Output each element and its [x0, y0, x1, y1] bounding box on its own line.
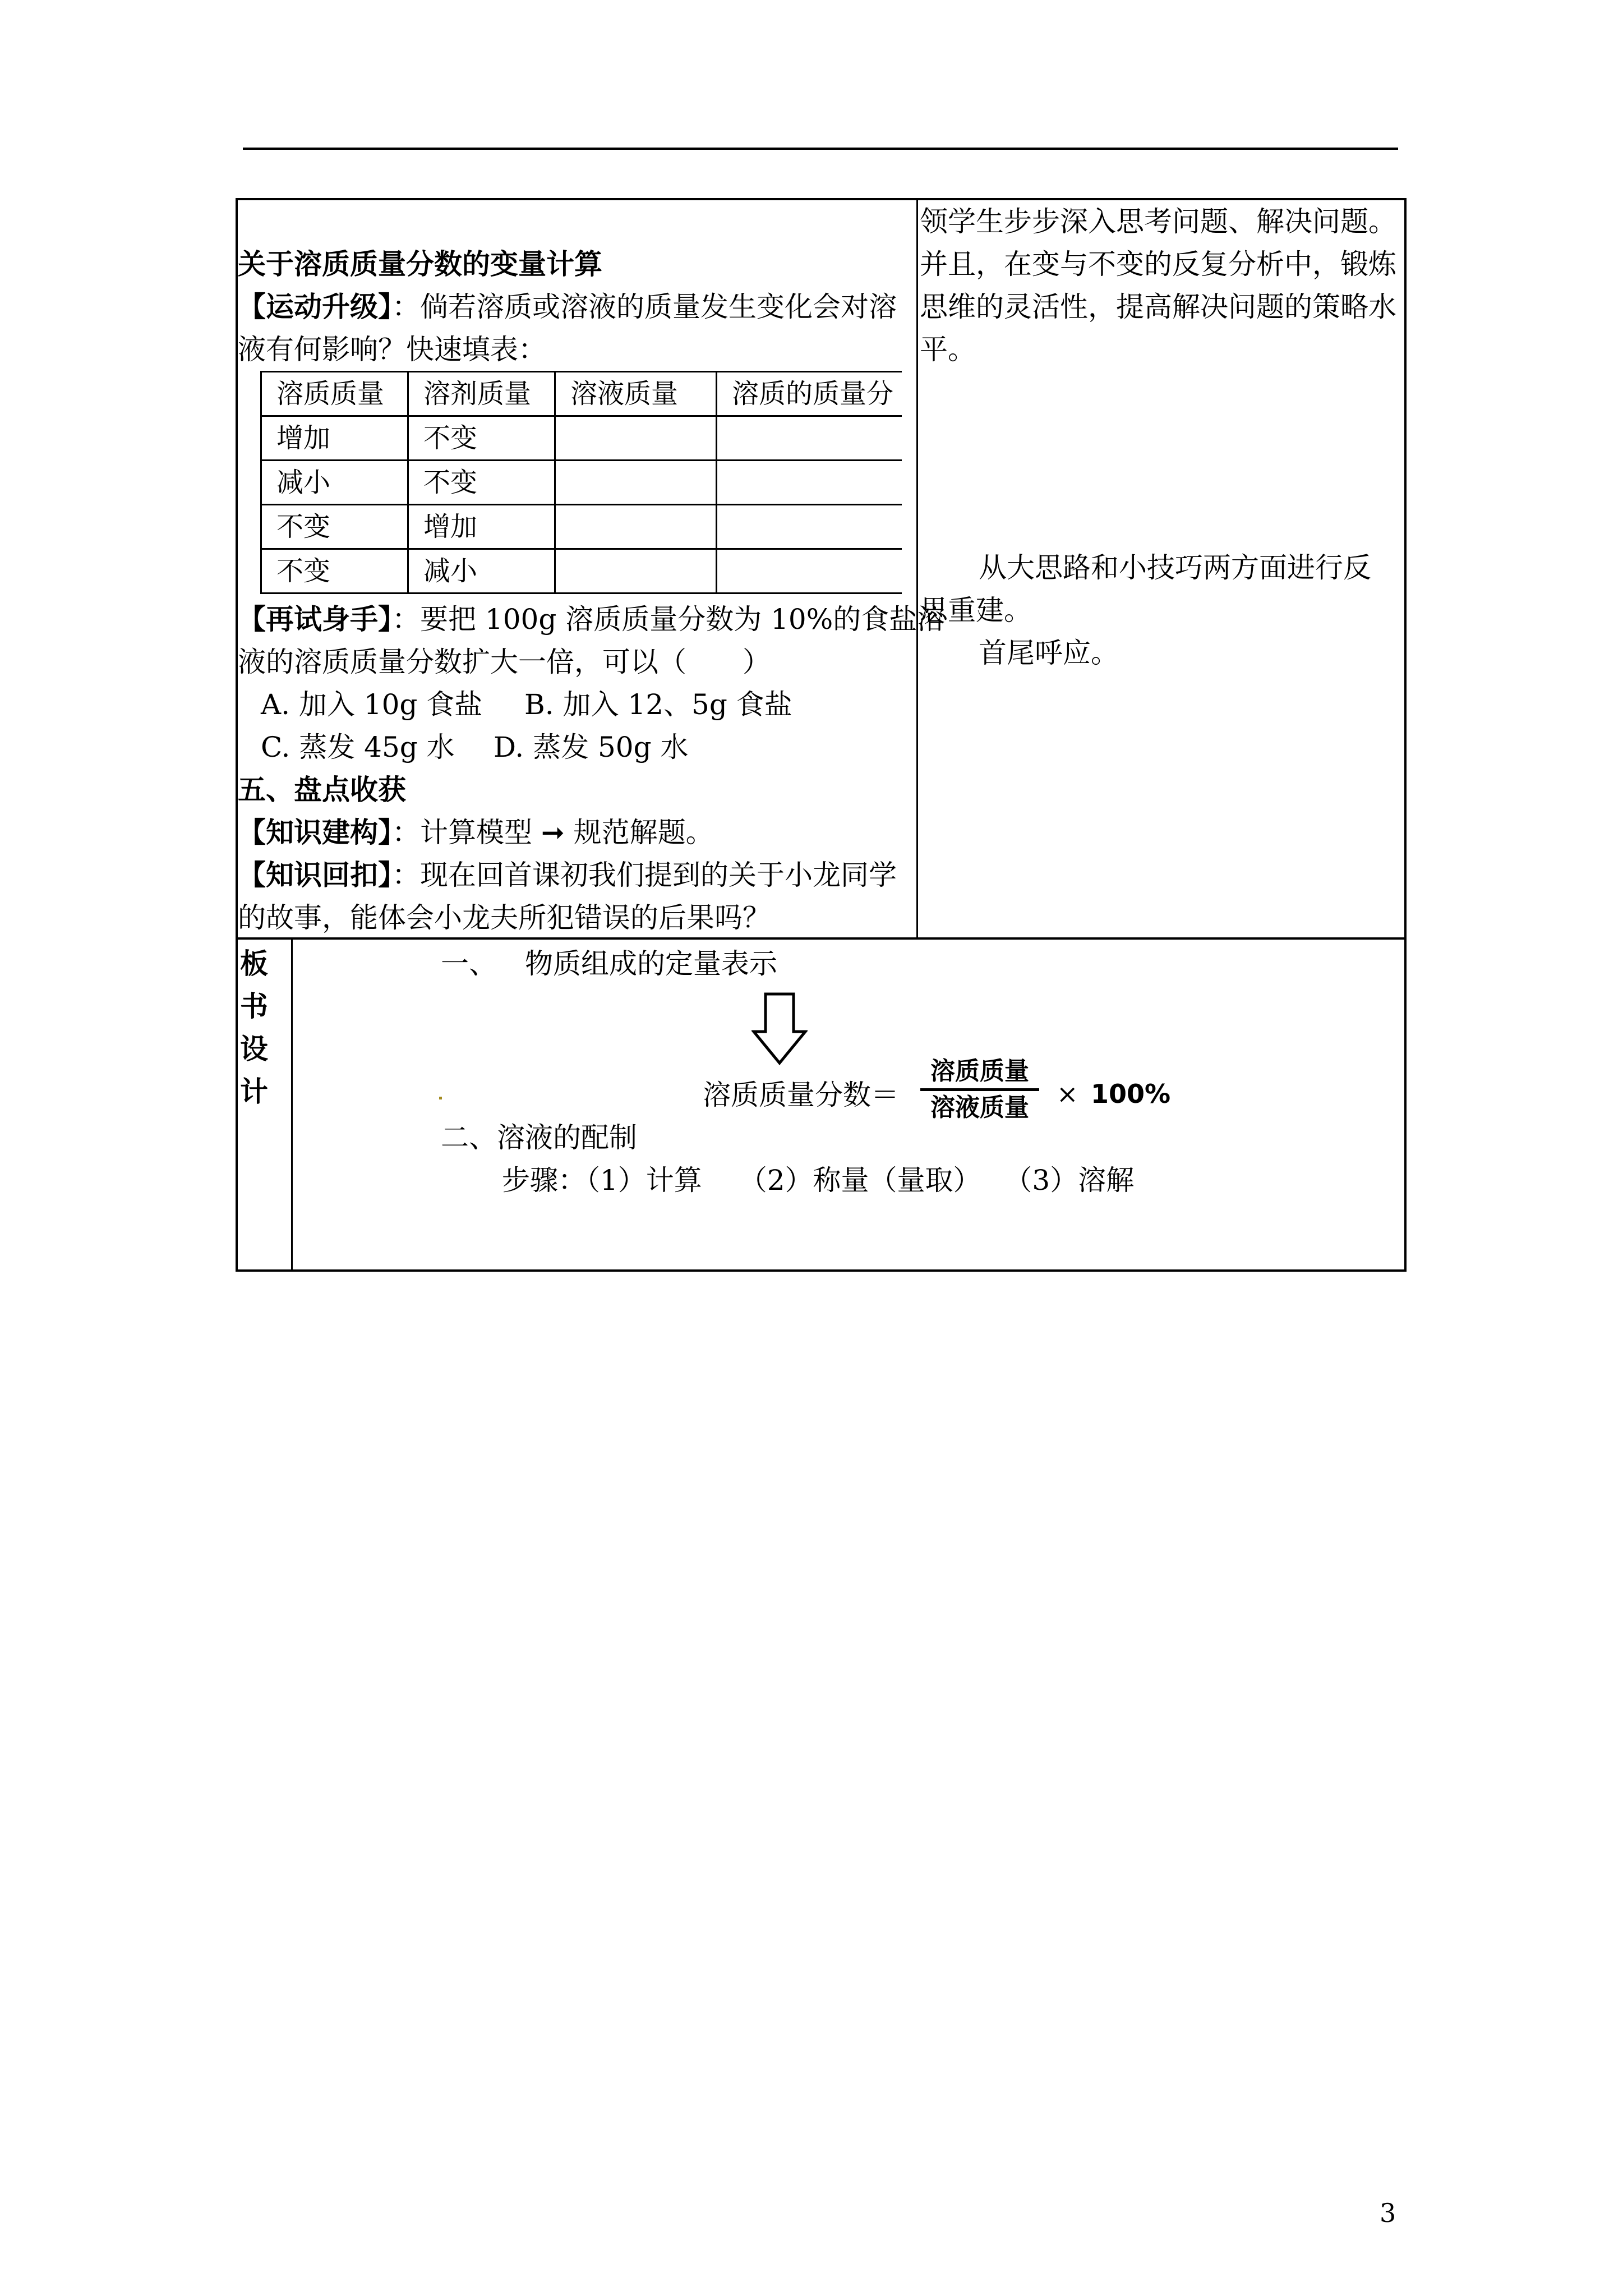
- side-note-line2: 并且，在变与不变的反复分析中，锻炼: [920, 248, 1396, 280]
- table-cell: 减小: [261, 461, 408, 505]
- board-item1-number: 一、: [441, 947, 497, 980]
- retry-prompt-line1: [238, 598, 945, 641]
- table-cell: [717, 505, 902, 549]
- build-label: 【知识建构】: [238, 816, 392, 849]
- table-cell: [717, 416, 902, 461]
- formula-fraction: [918, 1055, 1041, 1125]
- build-text: ：计算模型 ➞ 规范解题。: [392, 816, 714, 849]
- formula-denominator: 溶液质量: [930, 1093, 1029, 1122]
- knowledge-build: [238, 811, 714, 854]
- table-cell: 增加: [408, 505, 555, 549]
- table-cell: [717, 461, 902, 505]
- header-cell: 溶剂质量: [408, 372, 555, 416]
- header-cell: 溶质质量: [261, 372, 408, 416]
- upgrade-prompt-line2: 液有何影响？快速填表：: [238, 333, 546, 366]
- table-header-row: [261, 372, 902, 416]
- retry-text: ：要把 100g 溶质质量分数为 10%的食盐溶: [392, 603, 946, 636]
- upgrade-text: ：倘若溶质或溶液的质量发生变化会对溶: [392, 291, 897, 323]
- formula-numerator: 溶质质量: [930, 1057, 1029, 1085]
- recall-line2: 的故事，能体会小龙夫所犯错误的后果吗？: [238, 901, 771, 934]
- table-cell: [555, 461, 717, 505]
- upgrade-prompt-line1: [238, 286, 897, 328]
- board-label-char: 计: [240, 1075, 268, 1108]
- table-cell: 不变: [261, 505, 408, 549]
- board-label-char: 书: [240, 990, 268, 1023]
- page-number: 3: [1380, 2198, 1396, 2228]
- stray-mark: [439, 1097, 442, 1099]
- option-c: C. 蒸发 45g 水: [261, 731, 455, 763]
- table-cell: 不变: [261, 549, 408, 593]
- down-arrow-icon: [751, 992, 808, 1065]
- recall-label: 【知识回扣】: [238, 858, 392, 891]
- board-steps: 步骤：（1）计算 （2）称量（量取） （3）溶解: [502, 1164, 1135, 1197]
- retry-label: 【再试身手】: [238, 602, 392, 636]
- header-cell: 溶液质量: [555, 372, 717, 416]
- formula-label: 溶质质量分数＝: [703, 1079, 899, 1111]
- table-cell: [555, 505, 717, 549]
- table-cell: 不变: [408, 461, 555, 505]
- option-d: D. 蒸发 50g 水: [494, 731, 689, 763]
- table-row: [261, 416, 902, 461]
- multiply-sign: ×: [1057, 1079, 1078, 1109]
- table-cell: [555, 549, 717, 593]
- table-row: [261, 549, 902, 593]
- table-cell: [717, 549, 902, 593]
- side-note-line4: 平。: [920, 333, 976, 366]
- side-note-line3: 思维的灵活性，提高解决问题的策略水: [920, 291, 1396, 323]
- column-divider: [916, 198, 918, 939]
- formula-percent: 100%: [1091, 1079, 1171, 1109]
- recall-line1: [238, 854, 897, 896]
- echo-note: 首尾呼应。: [979, 637, 1119, 669]
- side-note-line1: 领学生步步深入思考问题、解决问题。: [920, 205, 1396, 238]
- board-item1-text: 物质组成的定量表示: [525, 947, 777, 980]
- header-cell: 溶质的质量分: [717, 372, 902, 416]
- variable-table: [260, 371, 902, 594]
- board-item2: 二、溶液的配制: [441, 1121, 637, 1154]
- board-label-char: 板: [240, 947, 268, 980]
- option-b: B. 加入 12、5g 食盐: [524, 688, 792, 721]
- recall-text: ：现在回首课初我们提到的关于小龙同学: [392, 859, 897, 891]
- table-cell: 增加: [261, 416, 408, 461]
- table-row: [261, 505, 902, 549]
- table-cell: 减小: [408, 549, 555, 593]
- reflect-line1: 从大思路和小技巧两方面进行反: [979, 551, 1371, 584]
- board-label-char: 设: [240, 1032, 268, 1065]
- reflect-line2: 思重建。: [920, 594, 1032, 627]
- table-cell: [555, 416, 717, 461]
- section-heading: 关于溶质质量分数的变量计算: [238, 247, 602, 280]
- section-five-heading: 五、盘点收获: [238, 773, 406, 806]
- header-rule: [243, 148, 1398, 150]
- retry-prompt-line2: 液的溶质质量分数扩大一倍，可以（ ）: [238, 646, 771, 678]
- option-a: A. 加入 10g 食盐: [261, 688, 483, 721]
- upgrade-label: 【运动升级】: [238, 290, 392, 323]
- board-label-divider: [291, 937, 293, 1272]
- table-cell: 不变: [408, 416, 555, 461]
- table-row: [261, 461, 902, 505]
